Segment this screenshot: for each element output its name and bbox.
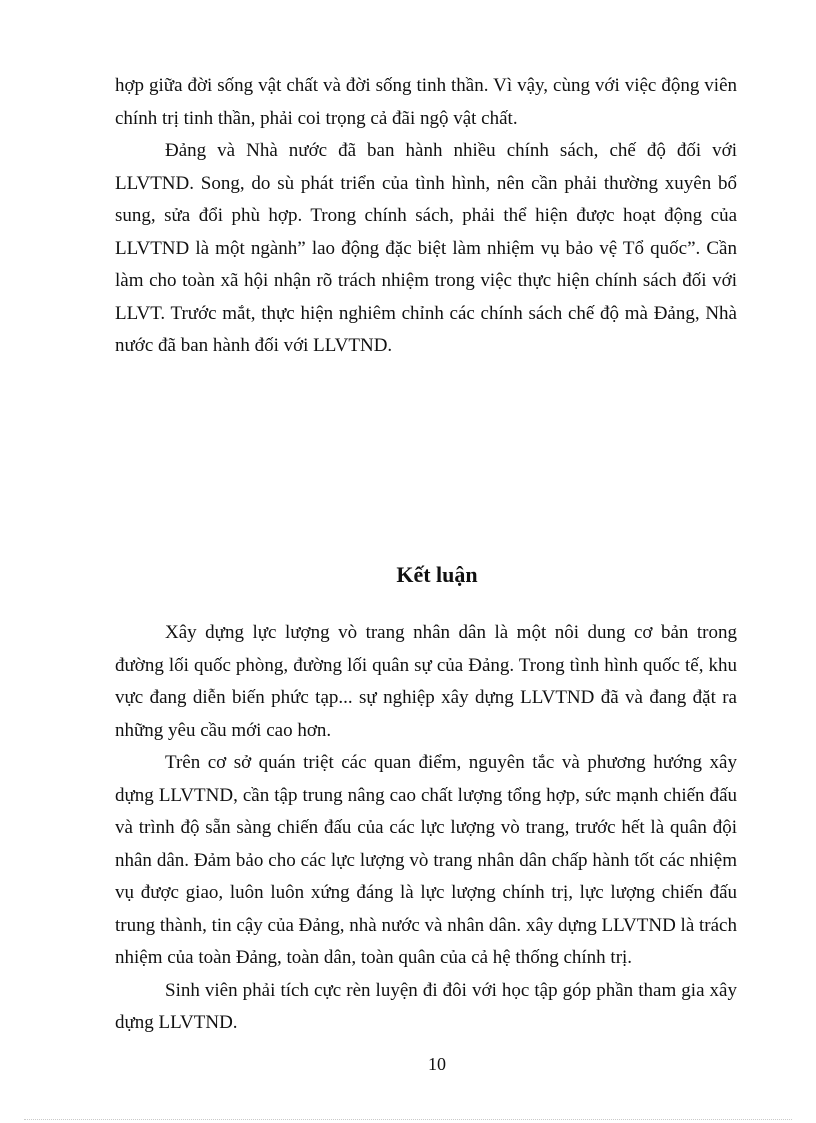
conclusion-section: [115, 617, 737, 1040]
conclusion-paragraph-3: Sinh viên phải tích cực rèn luyện đi đôi với học tập góp phần tham gia xây dựng LLVTND.: [115, 979, 737, 1033]
conclusion-paragraph-1: Xây dựng lực lượng vò trang nhân dân là một nôi dung cơ bản trong đường lối quốc phòng, đường lối quân sự của Đảng. Trong tình hình quốc tế, khu vực đang diễn biến phức tạp... sự nghiệp xây dựng LLVTND đã và đang đặt ra những yêu cầu mới cao hơn.: [115, 622, 737, 741]
top-text-section: [115, 70, 737, 363]
page-number: 10: [428, 1054, 446, 1074]
conclusion-heading: Kết luận: [396, 562, 478, 587]
conclusion-paragraph-2: Trên cơ sở quán triệt các quan điểm, nguyên tắc và phương hướng xây dựng LLVTND, cần tập trung nâng cao chất lượng tổng hợp, sức mạnh chiến đấu và trình độ sẵn sàng chiến đấu của các lực lượng vò trang, trước hết là quân đội nhân dân. Đảm bảo cho các lực lượng vò trang nhân dân chấp hành tốt các nhiệm vụ được giao, luôn luôn xứng đáng là lực lượng chính trị, lực lượng chiến đấu trung thành, tin cậy của Đảng, nhà nước và nhân dân. xây dựng LLVTND là trách nhiệm của toàn Đảng, toàn dân, toàn quân của cả hệ thống chính trị.: [115, 752, 737, 968]
paragraph-policy: Đảng và Nhà nước đã ban hành nhiều chính sách, chế độ đối với LLVTND. Song, do sù phát triển của tình hình, nên cần phải thường xuyên bổ sung, sửa đổi phù hợp. Trong chính sách, phải thể hiện được hoạt động của LLVTND là một ngành” lao động đặc biệt làm nhiệm vụ bảo vệ Tổ quốc”. Cần làm cho toàn xã hội nhận rõ trách nhiệm trong việc thực hiện chính sách đối với LLVT. Trước mắt, thực hiện nghiêm chỉnh các chính sách chế độ mà Đảng, Nhà nước đã ban hành đối với LLVTND.: [115, 140, 737, 356]
page-bottom-divider: [24, 1119, 792, 1120]
paragraph-continuation: hợp giữa đời sống vật chất và đời sống tinh thần. Vì vậy, cùng với việc động viên chính trị tinh thần, phải coi trọng cả đãi ngộ vật chất.: [115, 75, 737, 129]
